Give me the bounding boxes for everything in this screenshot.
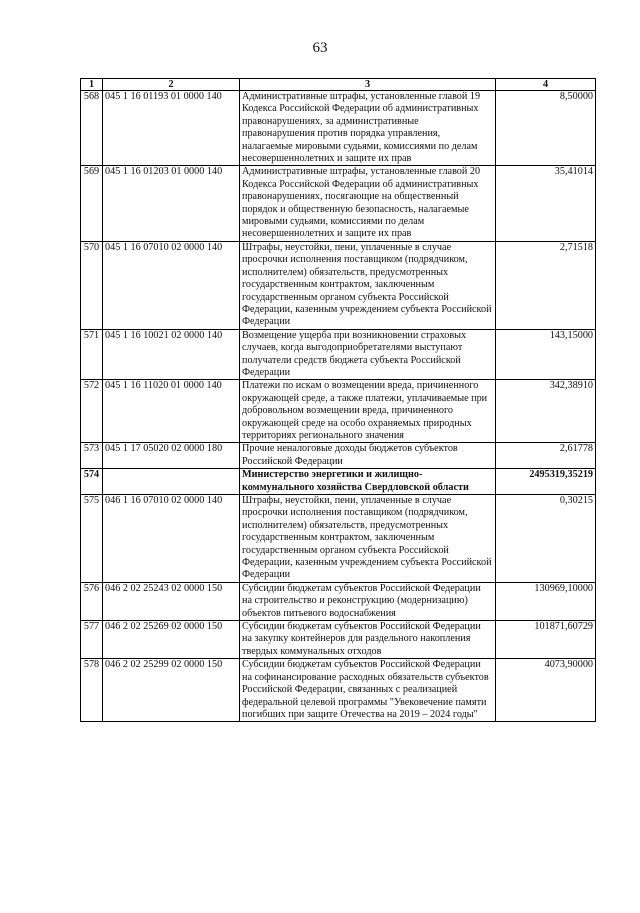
row-number: 570 [81, 241, 103, 329]
amount: 101871,60729 [496, 621, 596, 659]
budget-code: 045 1 16 01203 01 0000 140 [103, 166, 240, 241]
row-number: 577 [81, 621, 103, 659]
row-number: 578 [81, 659, 103, 722]
amount: 143,15000 [496, 329, 596, 380]
table-row [81, 443, 596, 469]
table-row [81, 380, 596, 443]
amount: 8,50000 [496, 91, 596, 166]
row-number: 571 [81, 329, 103, 380]
column-header: 2 [103, 79, 240, 91]
table-row [81, 241, 596, 329]
budget-code: 045 1 16 07010 02 0000 140 [103, 241, 240, 329]
amount: 130969,10000 [496, 582, 596, 620]
budget-code: 045 1 16 11020 01 0000 140 [103, 380, 240, 443]
income-name: Штрафы, неустойки, пени, уплаченные в случае просрочки исполнения поставщиком (подрядчиком, исполнителем) обязательств, предусмотренных государственным контрактом, заключенным государственным органом субъекта Российской Федерации, казенным учреждением субъекта Российской Федерации [240, 495, 496, 583]
table-row [81, 166, 596, 241]
column-header: 4 [496, 79, 596, 91]
income-name: Министерство энергетики и жилищно-коммунального хозяйства Свердловской области [240, 469, 496, 495]
row-number: 574 [81, 469, 103, 495]
income-name: Административные штрафы, установленные главой 20 Кодекса Российской Федерации об административных правонарушениях, посягающие на общественный порядок и общественную безопасность, налагаемые мировыми судьями, комиссиями по делам несовершеннолетних и защите их прав [240, 166, 496, 241]
income-name: Прочие неналоговые доходы бюджетов субъектов Российской Федерации [240, 443, 496, 469]
income-name: Субсидии бюджетам субъектов Российской Федерации на закупку контейнеров для раздельного накопления твердых коммунальных отходов [240, 621, 496, 659]
budget-code: 045 1 16 10021 02 0000 140 [103, 329, 240, 380]
amount: 4073,90000 [496, 659, 596, 722]
row-number: 576 [81, 582, 103, 620]
income-name: Субсидии бюджетам субъектов Российской Федерации на софинансирование расходных обязательств субъектов Российской Федерации, связанных с реализацией федеральной целевой программы "Увековечение памяти погибших при защите Отечества на 2019 – 2024 годы" [240, 659, 496, 722]
budget-code: 046 2 02 25269 02 0000 150 [103, 621, 240, 659]
income-name: Административные штрафы, установленные главой 19 Кодекса Российской Федерации об административных правонарушениях, за административные правонарушения против порядка управления, налагаемые мировыми судьями, комиссиями по делам несовершеннолетних и защите их прав [240, 91, 496, 166]
amount: 2,61778 [496, 443, 596, 469]
budget-code: 045 1 17 05020 02 0000 180 [103, 443, 240, 469]
budget-code: 046 1 16 07010 02 0000 140 [103, 495, 240, 583]
table-row [81, 659, 596, 722]
budget-table [80, 78, 596, 722]
budget-code: 045 1 16 01193 01 0000 140 [103, 91, 240, 166]
page-number: 63 [312, 40, 328, 56]
income-name: Штрафы, неустойки, пени, уплаченные в случае просрочки исполнения поставщиком (подрядчиком, исполнителем) обязательств, предусмотренных государственным контрактом, заключенным государственным органом субъекта Российской Федерации, казенным учреждением субъекта Российской Федерации [240, 241, 496, 329]
table-row [81, 495, 596, 583]
budget-code: 046 2 02 25299 02 0000 150 [103, 659, 240, 722]
budget-code: 046 2 02 25243 02 0000 150 [103, 582, 240, 620]
row-number: 569 [81, 166, 103, 241]
table-row-section-heading [81, 469, 596, 495]
table-row [81, 91, 596, 166]
table-header-row [81, 79, 596, 91]
table-row [81, 621, 596, 659]
table-row [81, 329, 596, 380]
row-number: 572 [81, 380, 103, 443]
income-name: Субсидии бюджетам субъектов Российской Федерации на строительство и реконструкцию (модернизацию) объектов питьевого водоснабжения [240, 582, 496, 620]
row-number: 575 [81, 495, 103, 583]
column-header: 3 [240, 79, 496, 91]
budget-code [103, 469, 240, 495]
amount: 2,71518 [496, 241, 596, 329]
amount: 342,38910 [496, 380, 596, 443]
income-name: Платежи по искам о возмещении вреда, причиненного окружающей среде, а также платежи, уплачиваемые при добровольном возмещении вреда, причиненного окружающей среде на особо охраняемых природных территориях регионального значения [240, 380, 496, 443]
amount: 0,30215 [496, 495, 596, 583]
column-header: 1 [81, 79, 103, 91]
amount: 2495319,35219 [496, 469, 596, 495]
row-number: 568 [81, 91, 103, 166]
row-number: 573 [81, 443, 103, 469]
amount: 35,41014 [496, 166, 596, 241]
income-name: Возмещение ущерба при возникновении страховых случаев, когда выгодоприобретателями выступают получатели средств бюджета субъекта Российской Федерации [240, 329, 496, 380]
table-row [81, 582, 596, 620]
